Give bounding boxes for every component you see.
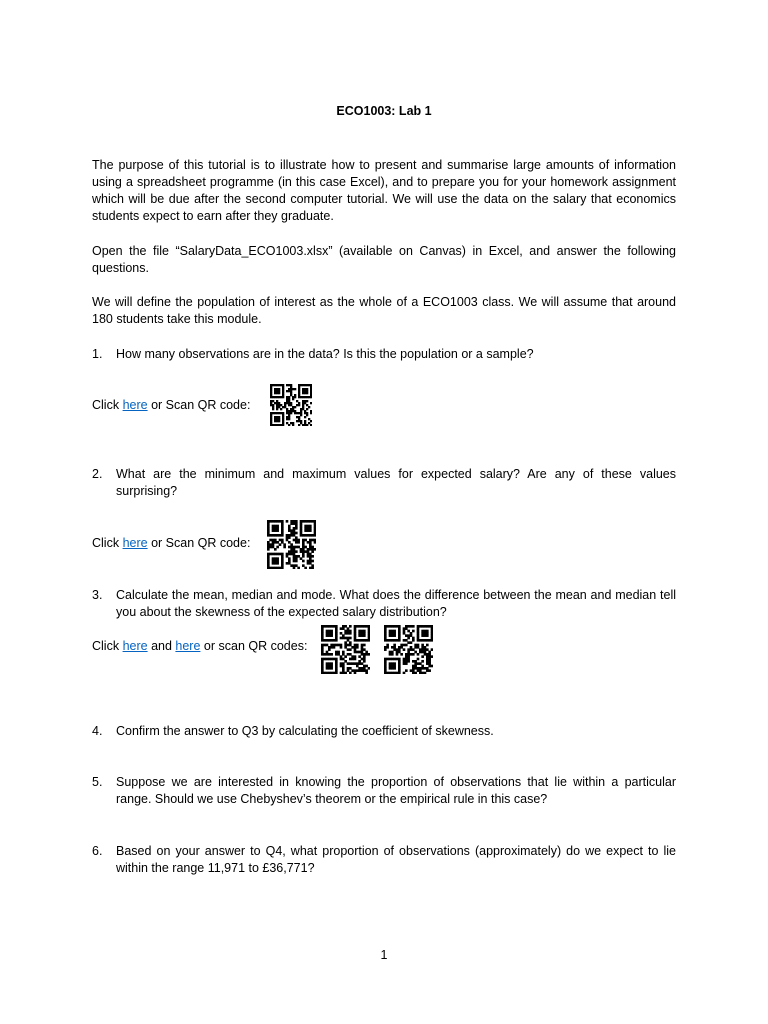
click-prefix: Click	[92, 536, 123, 550]
and-text: and	[147, 639, 176, 653]
q1-link-line	[92, 397, 250, 414]
page-title: ECO1003: Lab 1	[336, 104, 432, 118]
qr-code	[384, 625, 433, 674]
question-number: 2.	[92, 467, 103, 481]
question-1	[92, 346, 676, 363]
question-number: 4.	[92, 724, 103, 738]
question-text: Calculate the mean, median and mode. What does the difference between the mean and median tell you about the skewness of the expected salary distribution?	[116, 588, 676, 619]
intro-paragraph-purpose: The purpose of this tutorial is to illustrate how to present and summarise large amounts of information using a spreadsheet programme (in this case Excel), and to prepare you for your homework assignment which will be due after the second computer tutorial. We will use the data on the salary that economics students expect to earn after they graduate.	[92, 158, 676, 223]
qr-code	[267, 520, 316, 569]
question-text: How many observations are in the data? Is this the population or a sample?	[116, 347, 534, 361]
question-text: Confirm the answer to Q3 by calculating the coefficient of skewness.	[116, 724, 494, 738]
qr-code	[270, 384, 312, 426]
intro-paragraph-population: We will define the population of interest as the whole of a ECO1003 class. We will assume that around 180 students take this module.	[92, 295, 676, 326]
q2-here-link[interactable]: here	[122, 536, 148, 550]
scan-suffix: or Scan QR code:	[147, 398, 251, 412]
qr-code	[321, 625, 370, 674]
question-number: 5.	[92, 775, 103, 789]
q3-here-link-2[interactable]: here	[175, 639, 201, 653]
question-text: What are the minimum and maximum values for expected salary? Are any of these values surprising?	[116, 467, 676, 498]
q3-link-line	[92, 638, 307, 655]
question-3	[92, 587, 676, 621]
question-number: 3.	[92, 588, 103, 602]
question-text: Suppose we are interested in knowing the proportion of observations that lie within a particular range. Should we use Chebyshev’s theorem or the empirical rule in this case?	[116, 775, 676, 806]
intro-paragraph-open-file: Open the file “SalaryData_ECO1003.xlsx” (available on Canvas) in Excel, and answer the following questions.	[92, 244, 676, 275]
scan-suffix: or Scan QR code:	[147, 536, 251, 550]
click-prefix: Click	[92, 639, 123, 653]
question-text: Based on your answer to Q4, what proportion of observations (approximately) do we expect to lie within the range 11,971 to £36,771?	[116, 844, 676, 875]
question-number: 1.	[92, 347, 103, 361]
page-number: 1	[380, 948, 388, 962]
q1-here-link[interactable]: here	[122, 398, 148, 412]
q2-link-line	[92, 535, 250, 552]
question-number: 6.	[92, 844, 103, 858]
question-4	[92, 723, 676, 740]
question-2	[92, 466, 676, 500]
question-6	[92, 843, 676, 877]
scan-suffix: or scan QR codes:	[200, 639, 308, 653]
question-5	[92, 774, 676, 808]
q3-here-link-1[interactable]: here	[122, 639, 148, 653]
click-prefix: Click	[92, 398, 123, 412]
